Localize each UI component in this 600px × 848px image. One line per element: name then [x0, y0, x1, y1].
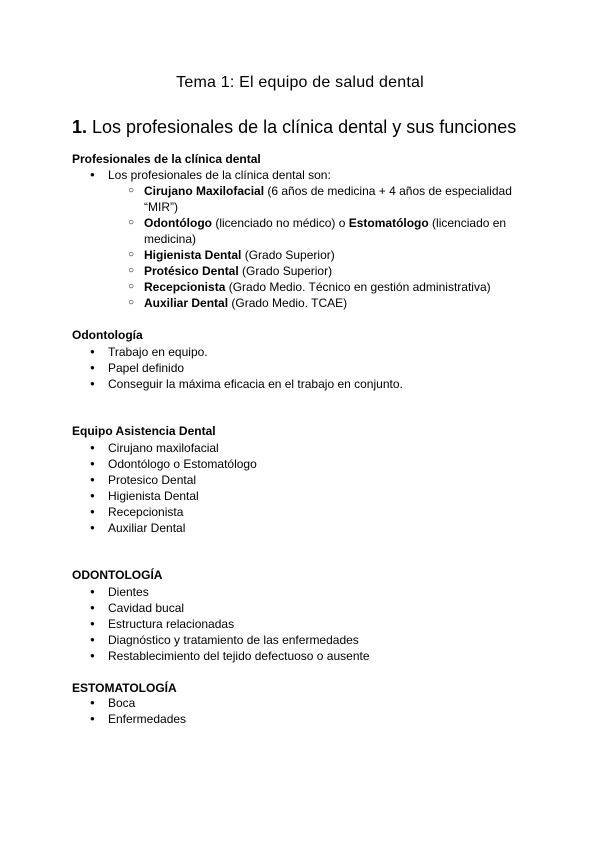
- section-number: 1.: [72, 117, 88, 137]
- item-bold: Auxiliar Dental: [144, 296, 229, 310]
- item-text: (Grado Superior): [238, 264, 333, 278]
- item-text: (licenciado no médico) o: [211, 216, 349, 230]
- list-item: ● Protesico Dental: [108, 472, 196, 488]
- item-bold: Cirujano Maxilofacial: [144, 184, 265, 198]
- list-item: ● Trabajo en equipo.: [108, 344, 208, 360]
- list-item: ● Enfermedades: [108, 711, 186, 727]
- heading-odontologia: Odontología: [72, 328, 143, 342]
- item-text: (Grado Superior): [241, 248, 335, 262]
- heading-equipo: Equipo Asistencia Dental: [72, 424, 216, 438]
- item-bold: Protésico Dental: [144, 264, 239, 278]
- heading-estomatologia: ESTOMATOLOGÍA: [72, 681, 177, 695]
- list-item: ● Restablecimiento del tejido defectuoso o ausente: [108, 648, 370, 664]
- list-item: ● Recepcionista: [108, 504, 183, 520]
- heading-profesionales: Profesionales de la clínica dental: [72, 152, 261, 166]
- heading-odontologia-upper: ODONTOLOGÍA: [72, 568, 163, 582]
- item-bold: Recepcionista: [144, 280, 226, 294]
- item-text: (Grado Medio. Técnico en gestión administrativa): [225, 280, 491, 294]
- list-item: ● Auxiliar Dental: [108, 520, 185, 536]
- list-item: ● Boca: [108, 695, 135, 711]
- item-text: (licenciado en medicina): [144, 216, 507, 246]
- list-item: ● Cirujano maxilofacial: [108, 440, 219, 456]
- item-text: (6 años de medicina + 4 años de especialidad “MIR”): [144, 184, 512, 214]
- list-item: ● Odontólogo o Estomatólogo: [108, 456, 257, 472]
- list-item: ● Conseguir la máxima eficacia en el trabajo en conjunto.: [108, 376, 403, 392]
- sublist-item: [144, 295, 524, 311]
- page-title: Tema 1: El equipo de salud dental: [176, 74, 424, 91]
- sublist-item: [144, 279, 524, 295]
- list-item: ● Dientes: [108, 584, 149, 600]
- list-item: ● Estructura relacionadas: [108, 616, 234, 632]
- section-heading: [72, 115, 516, 139]
- section-text: Los profesionales de la clínica dental y sus funciones: [87, 117, 517, 137]
- sublist-item: [144, 215, 524, 247]
- list-item: ● Cavidad bucal: [108, 600, 184, 616]
- list-item: ● Los profesionales de la clínica dental son:: [108, 167, 331, 183]
- sublist-item: [144, 183, 524, 215]
- item-bold: Higienista Dental: [144, 248, 242, 262]
- list-item: ● Higienista Dental: [108, 488, 199, 504]
- list-item: ● Papel definido: [108, 360, 184, 376]
- list-item: ● Diagnóstico y tratamiento de las enfermedades: [108, 632, 359, 648]
- sublist-item: [144, 263, 524, 279]
- item-bold: Estomatólogo: [348, 216, 429, 230]
- item-bold: Odontólogo: [144, 216, 212, 230]
- item-text: (Grado Medio. TCAE): [228, 296, 348, 310]
- sublist-item: [144, 247, 524, 263]
